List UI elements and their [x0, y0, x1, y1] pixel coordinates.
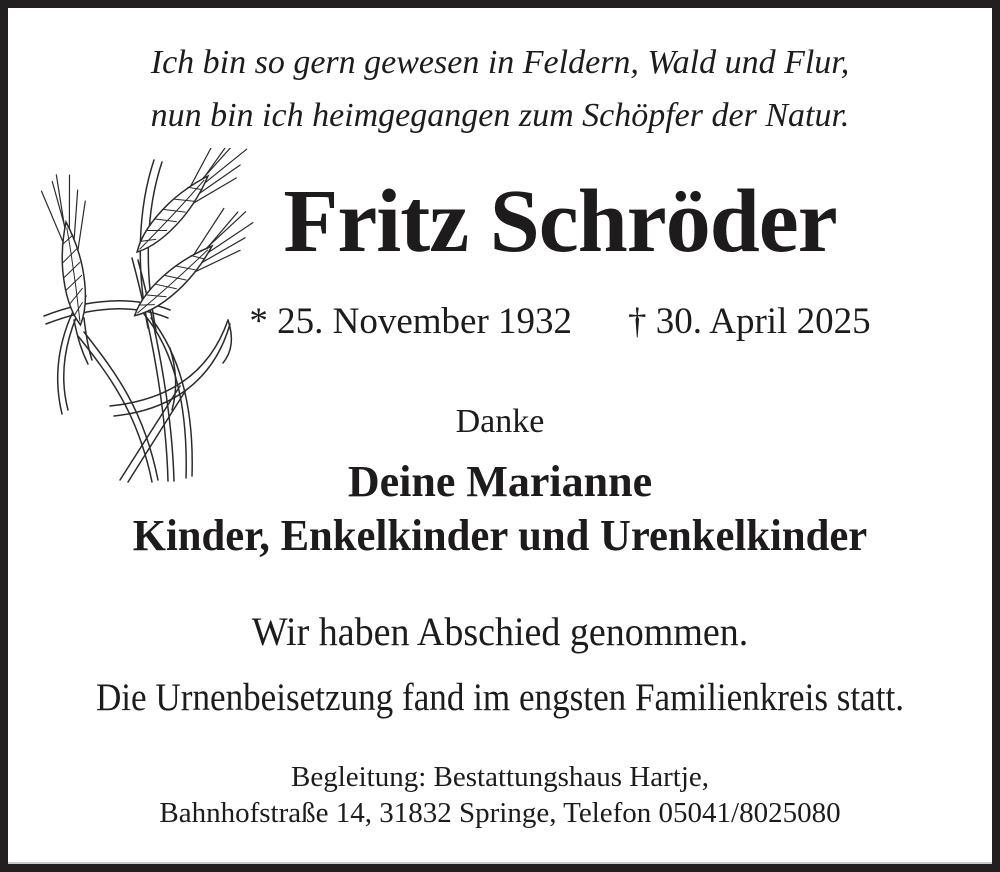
death-date: † 30. April 2025 [628, 301, 871, 342]
funeral-home-address: Bahnhofstraße 14, 31832 Springe, Telefon 05041/8025080 [159, 797, 841, 829]
burial-note: Die Urnenbeisetzung fand im engsten Familienkreis statt. [95, 676, 905, 719]
thanks-word: Danke [455, 403, 545, 440]
mourner-wife: Deine Marianne [347, 457, 653, 506]
birth-date: * 25. November 1932 [249, 301, 573, 342]
funeral-home-info [8, 759, 992, 831]
mourner-family: Kinder, Enkelkinder und Urenkelkinder [132, 511, 868, 560]
epitaph-verse [8, 36, 992, 142]
life-dates [128, 298, 992, 346]
farewell-note: Wir haben Abschied genommen. [251, 609, 749, 654]
epitaph-line-2: nun bin ich heimgegangen zum Schöpfer der Natur. [150, 97, 850, 134]
deceased-name: Fritz Schröder [283, 172, 837, 271]
epitaph-line-1: Ich bin so gern gewesen in Feldern, Wald und Flur, [150, 44, 850, 81]
bottom-divider [8, 862, 992, 864]
funeral-home-name: Begleitung: Bestattungshaus Hartje, [290, 761, 709, 793]
